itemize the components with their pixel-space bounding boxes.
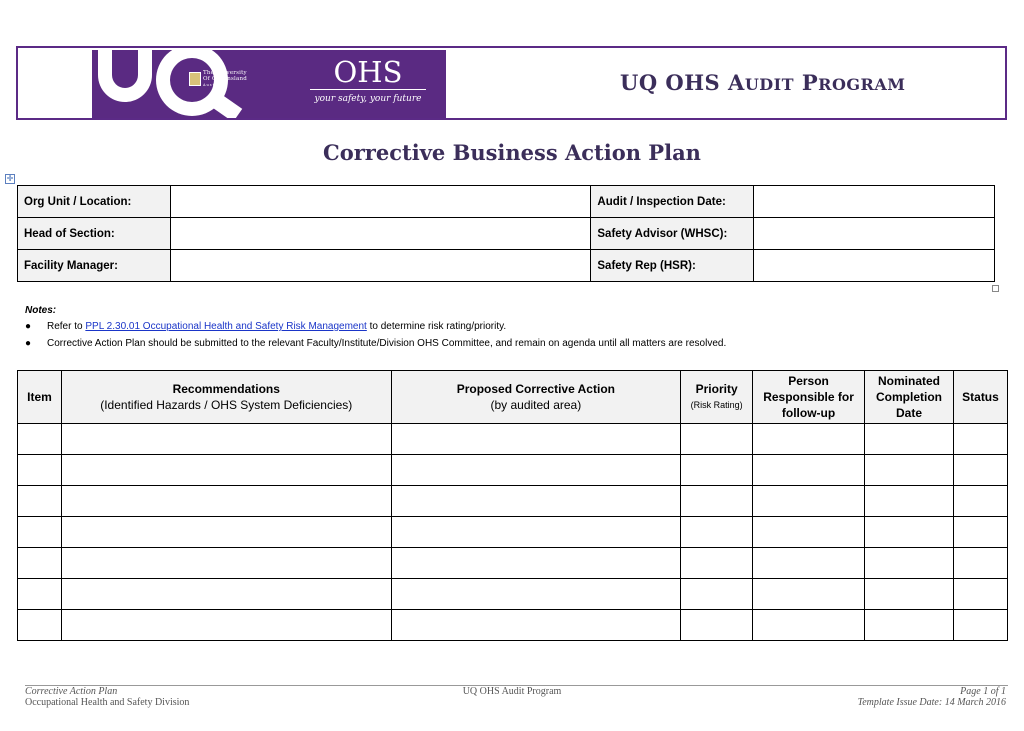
table-row bbox=[18, 610, 1008, 641]
facility-manager-field[interactable] bbox=[170, 250, 591, 282]
table-row bbox=[18, 486, 1008, 517]
col-recommendations: Recommendations (Identified Hazards / OHS System Deficiencies) bbox=[61, 371, 391, 424]
footer-left: Corrective Action Plan Occupational Health and Safety Division bbox=[25, 686, 190, 708]
table-cell[interactable] bbox=[681, 579, 753, 610]
table-cell[interactable] bbox=[18, 548, 62, 579]
table-cell[interactable] bbox=[953, 579, 1007, 610]
bullet-icon: ● bbox=[25, 338, 32, 349]
info-row bbox=[18, 250, 995, 282]
table-cell[interactable] bbox=[865, 486, 954, 517]
table-cell[interactable] bbox=[18, 579, 62, 610]
col-person-responsible: Person Responsible for follow-up bbox=[753, 371, 865, 424]
table-cell[interactable] bbox=[391, 486, 681, 517]
footer-center: UQ OHS Audit Program bbox=[462, 686, 562, 697]
page-title: Corrective Business Action Plan bbox=[323, 140, 701, 165]
table-cell[interactable] bbox=[391, 579, 681, 610]
audit-date-label: Audit / Inspection Date: bbox=[591, 186, 754, 218]
safety-rep-label: Safety Rep (HSR): bbox=[591, 250, 754, 282]
table-cell[interactable] bbox=[61, 579, 391, 610]
table-move-handle-icon[interactable]: ✛ bbox=[6, 174, 14, 183]
table-cell[interactable] bbox=[391, 517, 681, 548]
uq-crest-icon bbox=[189, 72, 201, 86]
ohs-logo-tagline: your safety, your future bbox=[314, 94, 422, 104]
table-cell[interactable] bbox=[18, 486, 62, 517]
table-cell[interactable] bbox=[753, 610, 865, 641]
table-cell[interactable] bbox=[865, 548, 954, 579]
bullet-icon: ● bbox=[25, 321, 32, 332]
table-cell[interactable] bbox=[18, 424, 62, 455]
table-cell[interactable] bbox=[953, 610, 1007, 641]
university-name: The University Of Queensland Australia bbox=[203, 70, 247, 87]
notes-section bbox=[25, 305, 726, 350]
table-row bbox=[18, 424, 1008, 455]
info-table bbox=[17, 185, 995, 282]
table-cell[interactable] bbox=[61, 424, 391, 455]
table-cell[interactable] bbox=[61, 486, 391, 517]
head-of-section-field[interactable] bbox=[170, 218, 591, 250]
col-status: Status bbox=[953, 371, 1007, 424]
head-of-section-label: Head of Section: bbox=[18, 218, 171, 250]
table-header-row bbox=[18, 371, 1008, 424]
col-nominated-date: Nominated Completion Date bbox=[865, 371, 954, 424]
table-cell[interactable] bbox=[753, 579, 865, 610]
ohs-logo-title: OHS bbox=[333, 55, 403, 89]
table-cell[interactable] bbox=[753, 424, 865, 455]
table-cell[interactable] bbox=[18, 455, 62, 486]
table-cell[interactable] bbox=[865, 424, 954, 455]
table-cell[interactable] bbox=[753, 455, 865, 486]
table-cell[interactable] bbox=[681, 486, 753, 517]
safety-advisor-label: Safety Advisor (WHSC): bbox=[591, 218, 754, 250]
table-cell[interactable] bbox=[61, 455, 391, 486]
header-banner bbox=[16, 46, 1007, 120]
table-cell[interactable] bbox=[753, 486, 865, 517]
org-unit-field[interactable] bbox=[170, 186, 591, 218]
action-table-body bbox=[18, 424, 1008, 641]
table-cell[interactable] bbox=[391, 610, 681, 641]
table-cell[interactable] bbox=[61, 517, 391, 548]
table-cell[interactable] bbox=[865, 517, 954, 548]
table-cell[interactable] bbox=[18, 517, 62, 548]
uq-ohs-logo bbox=[92, 50, 446, 118]
col-item: Item bbox=[18, 371, 62, 424]
facility-manager-label: Facility Manager: bbox=[18, 250, 171, 282]
note-item: ● Corrective Action Plan should be submitted to the relevant Faculty/Institute/Division OHS Committee, and remain on agenda until all matters are resolved. bbox=[25, 338, 727, 349]
safety-rep-field[interactable] bbox=[754, 250, 995, 282]
table-cell[interactable] bbox=[865, 455, 954, 486]
col-priority: Priority (Risk Rating) bbox=[681, 371, 753, 424]
col-proposed-action: Proposed Corrective Action (by audited area) bbox=[391, 371, 681, 424]
org-unit-label: Org Unit / Location: bbox=[18, 186, 171, 218]
table-cell[interactable] bbox=[681, 548, 753, 579]
table-cell[interactable] bbox=[953, 548, 1007, 579]
table-cell[interactable] bbox=[681, 424, 753, 455]
table-cell[interactable] bbox=[753, 517, 865, 548]
ppl-link[interactable]: PPL 2.30.01 Occupational Health and Safety Risk Management bbox=[85, 321, 367, 332]
table-cell[interactable] bbox=[953, 486, 1007, 517]
table-cell[interactable] bbox=[391, 548, 681, 579]
table-cell[interactable] bbox=[681, 610, 753, 641]
table-cell[interactable] bbox=[753, 548, 865, 579]
table-cell[interactable] bbox=[681, 517, 753, 548]
safety-advisor-field[interactable] bbox=[754, 218, 995, 250]
table-cell[interactable] bbox=[61, 610, 391, 641]
table-row bbox=[18, 579, 1008, 610]
table-row bbox=[18, 455, 1008, 486]
note-item: ● Refer to PPL 2.30.01 Occupational Health and Safety Risk Management to determine risk rating/priority. bbox=[25, 321, 507, 332]
table-cell[interactable] bbox=[953, 455, 1007, 486]
table-cell[interactable] bbox=[681, 455, 753, 486]
notes-title: Notes: bbox=[25, 305, 57, 316]
footer-right: Page 1 of 1 Template Issue Date: 14 March 2016 bbox=[857, 686, 1006, 708]
uq-logo-u-shape bbox=[98, 50, 152, 102]
table-resize-handle[interactable] bbox=[992, 285, 999, 292]
table-row bbox=[18, 548, 1008, 579]
table-cell[interactable] bbox=[953, 424, 1007, 455]
action-plan-table bbox=[17, 370, 1008, 641]
program-title: UQ OHS AUDIT PROGRAM bbox=[620, 70, 906, 95]
table-cell[interactable] bbox=[865, 579, 954, 610]
table-cell[interactable] bbox=[391, 424, 681, 455]
table-cell[interactable] bbox=[953, 517, 1007, 548]
table-cell[interactable] bbox=[391, 455, 681, 486]
table-cell[interactable] bbox=[865, 610, 954, 641]
table-cell[interactable] bbox=[61, 548, 391, 579]
info-row bbox=[18, 186, 995, 218]
table-cell[interactable] bbox=[18, 610, 62, 641]
audit-date-field[interactable] bbox=[754, 186, 995, 218]
info-row bbox=[18, 218, 995, 250]
table-row bbox=[18, 517, 1008, 548]
